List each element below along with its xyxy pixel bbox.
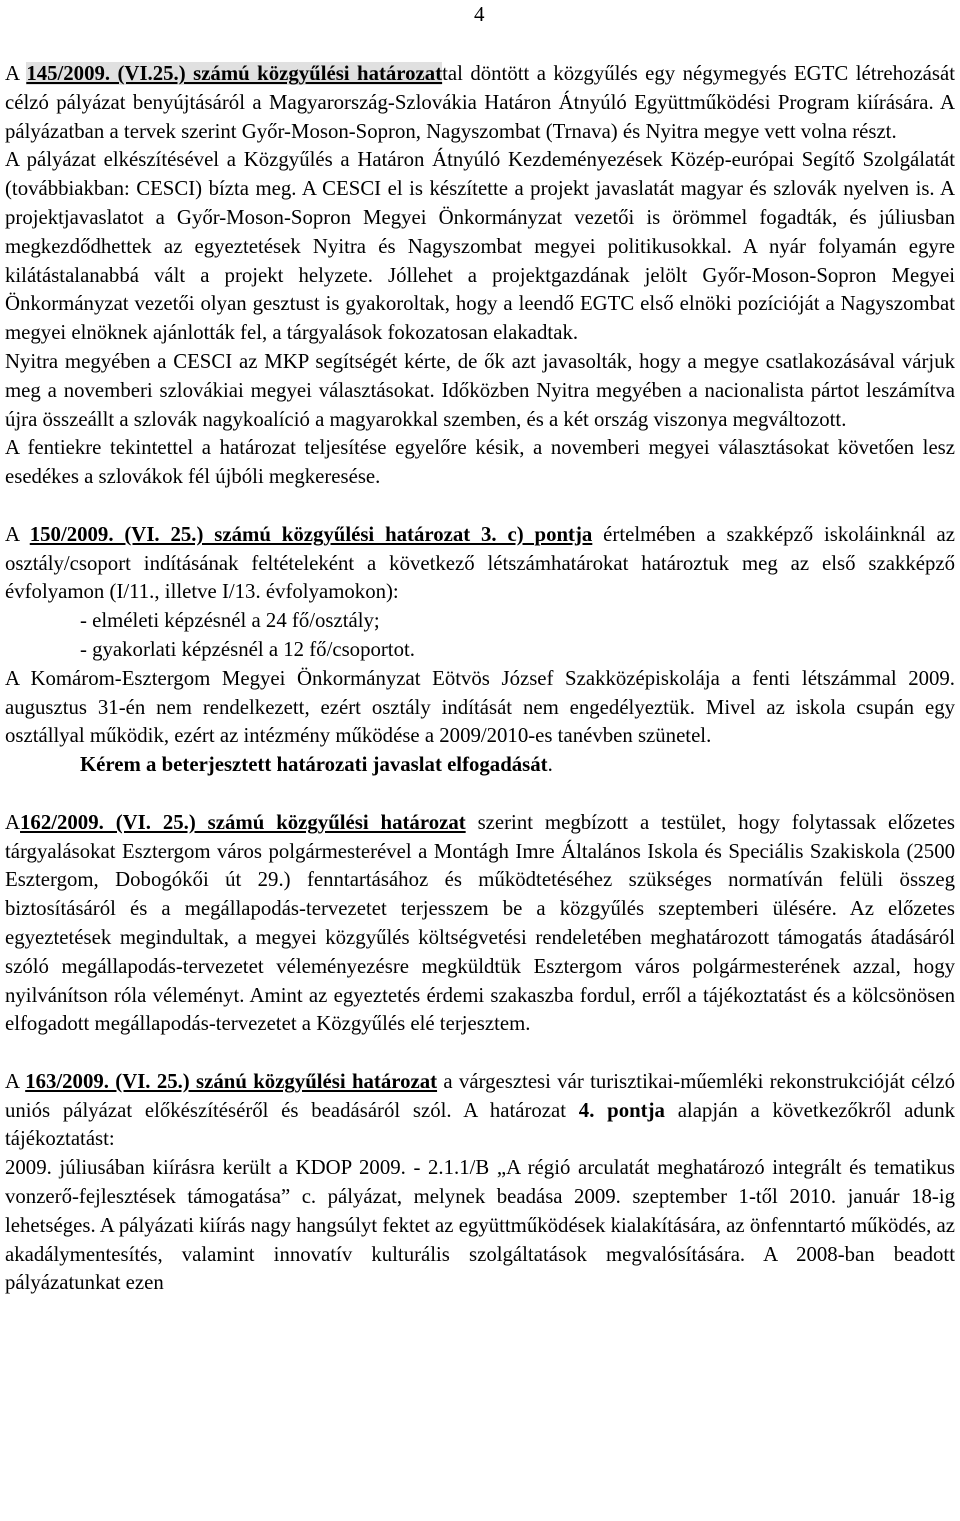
paragraph-kdop: 2009. júliusában kiírásra került a KDOP 2009. - 2.1.1/B „A régió arculatát meghatározó integrált és tematikus vonzerő-fejlesztések támogatása” c. pályázat, melynek beadása 2009. szeptember 1-től 2010. január 18-ig lehetséges. A pályázati kiírás nagy hangsúlyt fektet az együttműködések kialakítására, az önfenntartó működés, az akadálymentesítés, valamint innovatív kulturális szolgáltatások megvalósítására. A 2008-ban beadott pályázatunkat ezen: [5, 1156, 955, 1295]
text-prefix: A: [5, 522, 30, 546]
paragraph-text: tal döntött a közgyűlés egy négymegyés EGTC létrehozását célzó pályázat benyújtásáról a Magyarország-Szlovákia Határon Átnyúló Együttműködési Program kiírására. A pályázatban a tervek szerint Győr-Moson-Sopron, Nagyszombat (Trnava) és Nyitra megye vett volna részt.: [5, 62, 956, 143]
paragraph-163: [5, 1068, 955, 1154]
paragraph-cesci: A pályázat elkészítésével a Közgyűlés a Határon Átnyúló Kezdeményezések Közép-európai Segítő Szolgálatát (továbbiakban: CESCI) bízta meg. A CESCI el is készítette a projekt javaslatát magyar és szlovák nyelven is. A projektjavaslatot a Győr-Moson-Sopron Megyei Önkormányzat vezetői is örömmel fogadták, és júliusban megkezdődhettek az egyeztetések Nyitra és Nagyszombat megyei politikusokkal. A nyár folyamán egyre kilátástalanabbá vált a projekt helyzete. Jóllehet a projektgazdának jelölt Győr-Moson-Sopron Megyei Önkormányzat vezetői olyan gesztust is gyakoroltak, hogy a leendő EGTC első elnöki pozícióját a Nagyszombat megyei elnöknek ajánlották fel, a tárgyalások fokozatosan elakadtak.: [5, 148, 955, 345]
resolution-ref-162: 162/2009. (VI. 25.) számú közgyűlési határozat: [20, 810, 466, 834]
paragraph-text: a várgesztesi vár turisztikai-műemléki rekonstrukcióját célzó uniós pályázat előkészítéséről és beadásáról szól. A határozat: [5, 1069, 955, 1122]
request-line: [5, 751, 955, 780]
text-prefix: A: [5, 1069, 26, 1093]
request-end: .: [547, 753, 553, 777]
paragraph-school: A Komárom-Esztergom Megyei Önkormányzat Eötvös József Szakközépiskolája a fenti létszámmal 2009. augusztus 31-én nem rendelkezett, ezért osztály indítását nem engedélyeztük. Mivel az iskola csupán egy osztállyal működik, ezért az intézmény működése a 2009/2010-es tanévben szünetel.: [5, 666, 955, 748]
resolution-ref-145: 145/2009. (VI.25.) számú közgyűlési határozat: [26, 62, 443, 85]
paragraph-162: [5, 809, 955, 1039]
spacer: [5, 1039, 955, 1068]
paragraph-delay: A fentiekre tekintettel a határozat teljesítése egyelőre késik, a novemberi megyei választásokat követően lesz esedékes a szlovákok fél újbóli megkeresése.: [5, 436, 955, 489]
point-ref: 4. pontja: [578, 1098, 665, 1122]
spacer: [5, 492, 955, 521]
text-prefix: A: [5, 62, 27, 85]
paragraph-150: [5, 521, 955, 607]
list-item: - gyakorlati képzésnél a 12 fő/csoportot.: [80, 637, 415, 661]
list-item: - elméleti képzésnél a 24 fő/osztály;: [80, 609, 380, 633]
resolution-ref-163: 163/2009. (VI. 25.) szánú közgyűlési határozat: [25, 1069, 438, 1093]
paragraph-nyitra: Nyitra megyében a CESCI az MKP segítségét kérte, de ők azt javasolták, hogy a megye csatlakozásával várjuk meg a novemberi szlovákiai megyei választásokat. Időközben Nyitra megyében a nacionalista pártot leszámítva újra összeállt a szlovák nagykoalíció a magyarokkal szemben, és a két ország viszonya megváltozott.: [5, 349, 955, 431]
paragraph-145: [5, 60, 955, 146]
paragraph-text: értelmében a szakképző iskoláinknál az osztály/csoport indításának feltételeként a következő létszámhatárokat határoztuk meg az első szakképző évfolyamon (I/11., illetve I/13. évfolyamokon):: [5, 522, 955, 604]
spacer: [5, 780, 955, 809]
request-text: Kérem a beterjesztett határozati javaslat elfogadását: [80, 753, 548, 777]
document-body: [5, 60, 955, 1298]
paragraph-text: szerint megbízott a testület, hogy folytassak előzetes tárgyalásokat Esztergom város polgármesterével a Montágh Imre Általános Iskola és Speciális Szakiskola (2500 Esztergom, Dobogókői út 29.) fenntartásához és működtetéséhez szükséges normatíván felüli összeg biztosításáról és a megállapodás-tervezetet terjesszem be a közgyűlés szeptemberi ülésére. Az előzetes egyeztetések megindultak, a megyei közgyűlés költségvetési rendeletében meghatározott támogatás átadásáról szóló megállapodás-tervezetet véleményezésre megküldtük Esztergom város polgármesterének azzal, hogy nyilvánítson róla véleményt. Amint az egyeztetés érdemi szakaszba fordul, erről a tájékoztatást és a kölcsönösen elfogadott megállapodás-tervezetet a Közgyűlés elé terjesztem.: [5, 810, 955, 1036]
resolution-ref-150: 150/2009. (VI. 25.) számú közgyűlési határozat 3. c) pontja: [29, 522, 593, 546]
page-number: 4: [474, 2, 485, 26]
text-prefix: A: [5, 810, 21, 834]
paragraph-text-2: alapján a következőkről adunk tájékoztatást:: [5, 1098, 956, 1151]
